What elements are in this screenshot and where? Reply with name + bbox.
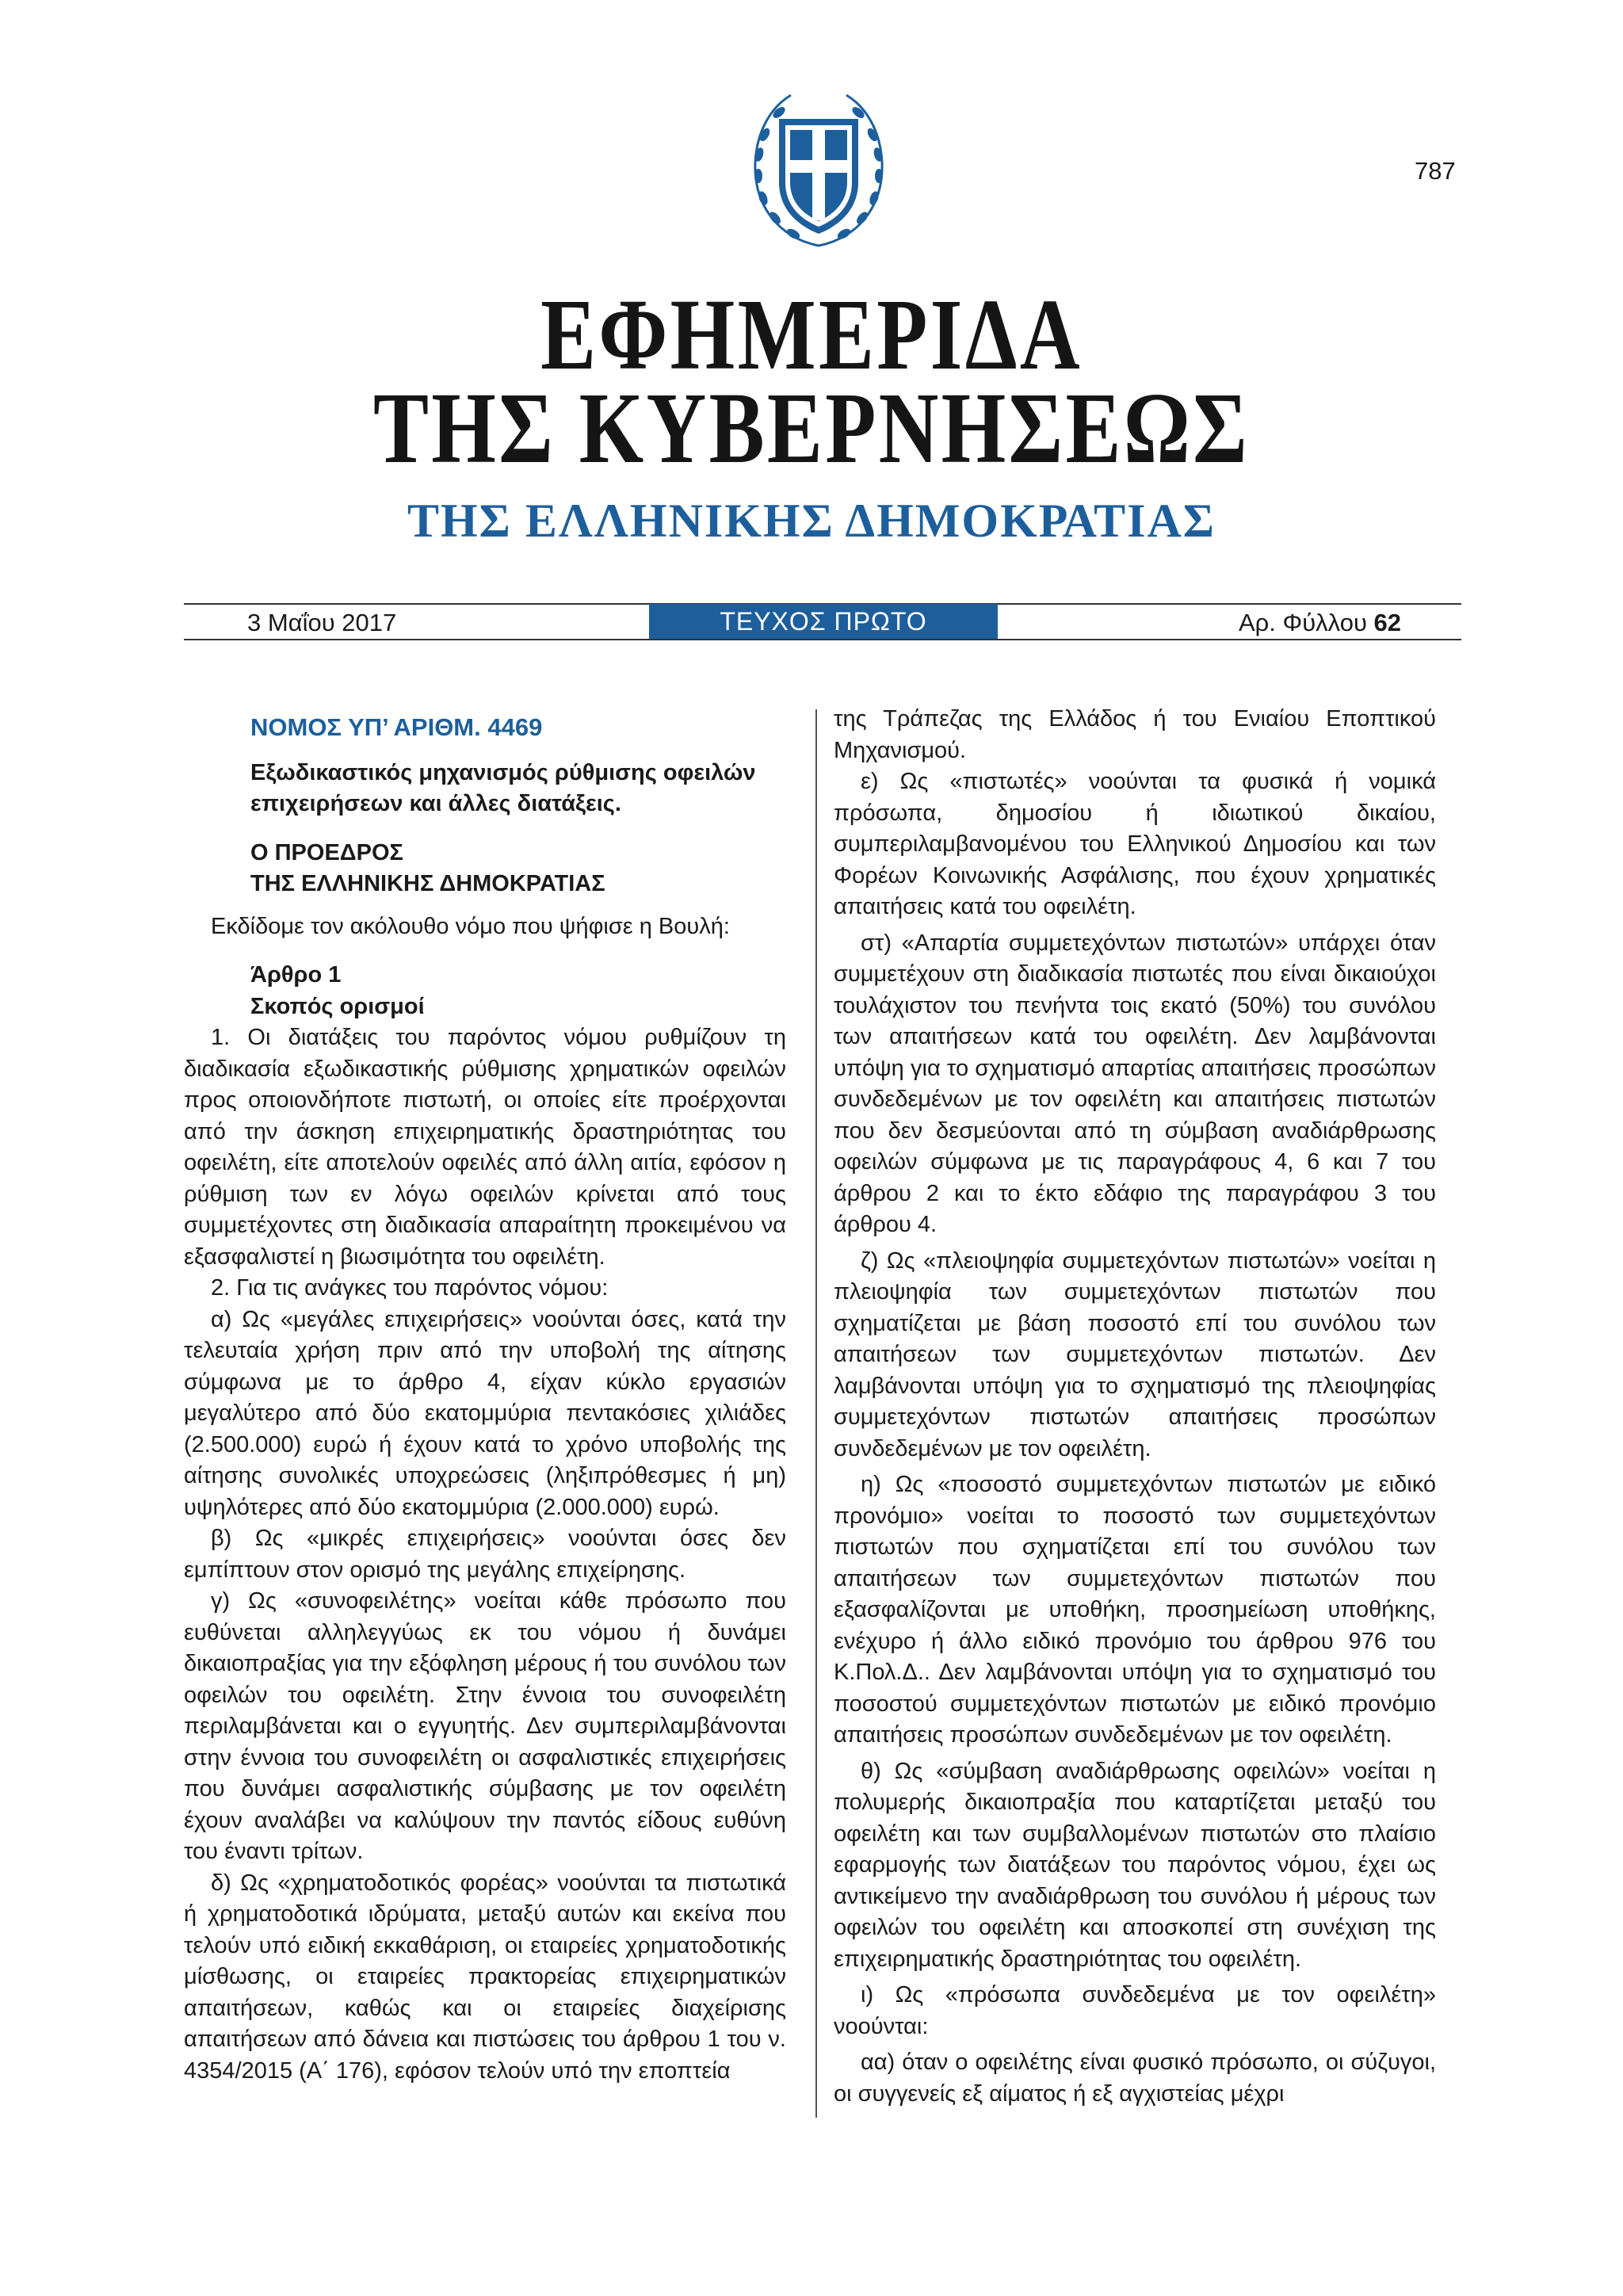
issue-label: ΤΕΥΧΟΣ ΠΡΩΤΟ bbox=[649, 604, 998, 639]
article-subheading: Σκοπός ορισμοί bbox=[250, 993, 425, 1019]
paragraph: β) Ως «μικρές επιχειρήσεις» νοούνται όσες δεν εμπίπτουν στον ορισμό της μεγάλης επιχείρησης. bbox=[184, 1526, 786, 1583]
president-heading-line2: ΤΗΣ ΕΛΛΗΝΙΚΗΣ ΔΗΜΟΚΡΑΤΙΑΣ bbox=[250, 871, 605, 896]
header-rule-bottom bbox=[184, 639, 1461, 640]
paragraph: αα) όταν ο οφειλέτης είναι φυσικό πρόσωπο, οι σύζυγοι, οι συγγενείς εξ αίματος ή εξ αγχιστείας μέχρι bbox=[834, 2050, 1436, 2107]
paragraph: ε) Ως «πιστωτές» νοούνται τα φυσικά ή νομικά πρόσωπα, δημοσίου ή ιδιωτικού δικαίου, συμπεριλαμβανομένου του Ελληνικού Δημοσίου και των Φορέων Κοινωνικής Ασφάλισης, που έχουν χρηματικές απαιτήσεις κατά του οφειλέτη. bbox=[834, 769, 1436, 919]
paragraph: ζ) Ως «πλειοψηφία συμμετεχόντων πιστωτών» νοείται η πλειοψηφία των συμμετεχόντων πιστωτών που σχηματίζεται με βάση ποσοστό επί του συνόλου των απαιτήσεων των συμμετεχόντων πιστωτών. Δεν λαμβάνονται υπόψη για το σχηματισμό της πλειοψηφίας συμμετεχόντων πιστωτών απαιτήσεις προσώπων συνδεδεμένων με τον οφειλέτη. bbox=[834, 1247, 1436, 1461]
enactment-formula: Εκδίδομε τον ακόλουθο νόμο που ψήφισε η Βουλή: bbox=[211, 913, 730, 939]
president-heading-line1: Ο ΠΡΟΕΔΡΟΣ bbox=[250, 839, 403, 865]
masthead-subtitle: ΤΗΣ ΕΛΛΗΝΙΚΗΣ ΔΗΜΟΚΡΑΤΙΑΣ bbox=[407, 495, 1216, 547]
paragraph: της Τράπεζας της Ελλάδος ή του Ενιαίου Εποπτικού Μηχανισμού. bbox=[834, 706, 1436, 763]
coat-of-arms-emblem bbox=[747, 87, 890, 250]
masthead-title-line2: ΤΗΣ ΚΥΒΕΡΝΗΣΕΩΣ bbox=[372, 372, 1251, 484]
issue-date: 3 Μαΐου 2017 bbox=[247, 609, 397, 636]
paragraph: γ) Ως «συνοφειλέτης» νοείται κάθε πρόσωπο που ευθύνεται αλληλεγγύως εκ του νόμου ή δυνάμει δικαιοπραξίας για την εξόφληση μέρους ή του συνόλου των οφειλών του οφειλέτη. Στην έννοια του συνοφειλέτη περιλαμβάνεται και ο εγγυητής. Δεν συμπεριλαμβάνονται στην έννοια του συνοφειλέτη οι ασφαλιστικές επιχειρήσεις που δυνάμει ασφαλιστικής σύμβασης με τον οφειλέτη έχουν αναλάβει να καλύψουν την παντός είδους ευθύνη του έναντι τρίτων. bbox=[184, 1588, 786, 1864]
paragraph: η) Ως «ποσοστό συμμετεχόντων πιστωτών με ειδικό προνόμιο» νοείται το ποσοστό των συμμετεχόντων πιστωτών που σχηματίζεται επί του συνόλου των απαιτήσεων των συμμετεχόντων πιστωτών που εξασφαλίζονται με υποθήκη, προσημείωση υποθήκης, ενέχυρο ή άλλο ειδικό προνόμιο του άρθρου 976 του Κ.Πολ.Δ.. Δεν λαμβάνονται υπόψη για το σχηματισμό του ποσοστού συμμετεχόντων πιστωτών με ειδικό προνόμιο απαιτήσεις προσώπων συνδεδεμένων με τον οφειλέτη. bbox=[834, 1472, 1436, 1748]
paragraph: θ) Ως «σύμβαση αναδιάρθρωσης οφειλών» νοείται η πολυμερής δικαιοπραξία που καταρτίζεται μεταξύ του οφειλέτη και των συμβαλλομένων πιστωτών στο πλαίσιο εφαρμογής των διατάξεων του παρόντος νόμου, έχει ως αντικείμενο την αναδιάρθρωση του συνόλου ή μέρους των οφειλών του οφειλέτη και αποσκοπεί στη συνέχιση της επιχειρηματικής δραστηριότητας του οφειλέτη. bbox=[834, 1758, 1436, 1972]
paragraph: στ) «Απαρτία συμμετεχόντων πιστωτών» υπάρχει όταν συμμετέχουν στη διαδικασία πιστωτές που είναι δικαιούχοι τουλάχιστον του πενήντα τοις εκατό (50%) του συνόλου των απαιτήσεων κατά του οφειλέτη. Δεν λαμβάνονται υπόψη για το σχηματισμό απαρτίας απαιτήσεις προσώπων συνδεδεμένων με τον οφειλέτη και απαιτήσεις πιστωτών που δεν δεσμεύονται από τη σύμβαση αναδιάρθρωσης οφειλών σύμφωνα με τις παραγράφους 4, 6 και 7 του άρθρου 2 και το έκτο εδάφιο της παραγράφου 3 του άρθρου 4. bbox=[834, 930, 1436, 1237]
page-number: 787 bbox=[1415, 157, 1456, 185]
right-column bbox=[834, 704, 1436, 2110]
article-heading: Άρθρο 1 bbox=[250, 962, 342, 988]
sheet-number bbox=[1239, 607, 1401, 639]
column-divider bbox=[815, 709, 817, 2118]
sheet-number-label: Αρ. Φύλλου bbox=[1238, 609, 1374, 636]
paragraph: α) Ως «μεγάλες επιχειρήσεις» νοούνται όσες, κατά την τελευταία χρήση πριν από την υποβολή της αίτησης σύμφωνα με το άρθρο 4, είχαν κύκλο εργασιών μεγαλύτερο από δύο εκατομμύρια πεντακόσιες χιλιάδες (2.500.000) ευρώ ή έχουν κατά το χρόνο υποβολής της αίτησης συνολικές υποχρεώσεις (ληξιπρόθεσμες ή μη) υψηλότερες από δύο εκατομμύρια (2.000.000) ευρώ. bbox=[184, 1306, 786, 1520]
law-number: ΝΟΜΟΣ ΥΠ’ ΑΡΙΘΜ. 4469 bbox=[250, 713, 543, 741]
paragraph: 1. Οι διατάξεις του παρόντος νόμου ρυθμίζουν τη διαδικασία εξωδικαστικής ρύθμισης χρηματικών οφειλών προς οποιονδήποτε πιστωτή, οι οποίες είτε προέρχονται από την άσκηση επιχειρηματικής δραστηριότητας του οφειλέτη, είτε αποτελούν οφειλές από άλλη αιτία, εφόσον η ρύθμιση των εν λόγω οφειλών κρίνεται από τους συμμετέχοντες στη διαδικασία απαραίτητη προκειμένου να εξασφαλιστεί η βιωσιμότητα του οφειλέτη. bbox=[184, 1025, 786, 1270]
sheet-number-value: 62 bbox=[1373, 609, 1401, 636]
law-title: Εξωδικαστικός μηχανισμός ρύθμισης οφειλών επιχειρήσεων και άλλες διατάξεις. bbox=[250, 759, 756, 816]
paragraph: 2. Για τις ανάγκες του παρόντος νόμου: bbox=[211, 1275, 609, 1301]
paragraph: ι) Ως «πρόσωπα συνδεδεμένα με τον οφειλέτη» νοούνται: bbox=[834, 1982, 1436, 2039]
left-column bbox=[184, 704, 786, 2087]
masthead-title-line1: ΕΦΗΜΕΡΙΔΑ bbox=[540, 278, 1083, 391]
paragraph: δ) Ως «χρηματοδοτικός φορέας» νοούνται τα πιστωτικά ή χρηματοδοτικά ιδρύματα, μεταξύ αυτών και εκείνα που τελούν υπό ειδική εκκαθάριση, οι εταιρείες χρηματοδοτικής μίσθωσης, οι εταιρείες πρακτορείας επιχειρηματικών απαιτήσεων, καθώς και οι εταιρείες διαχείρισης απαιτήσεων από δάνεια και πιστώσεις του άρθρου 1 του ν. 4354/2015 (Α΄ 176), εφόσον τελούν υπό την εποπτεία bbox=[184, 1870, 786, 2084]
